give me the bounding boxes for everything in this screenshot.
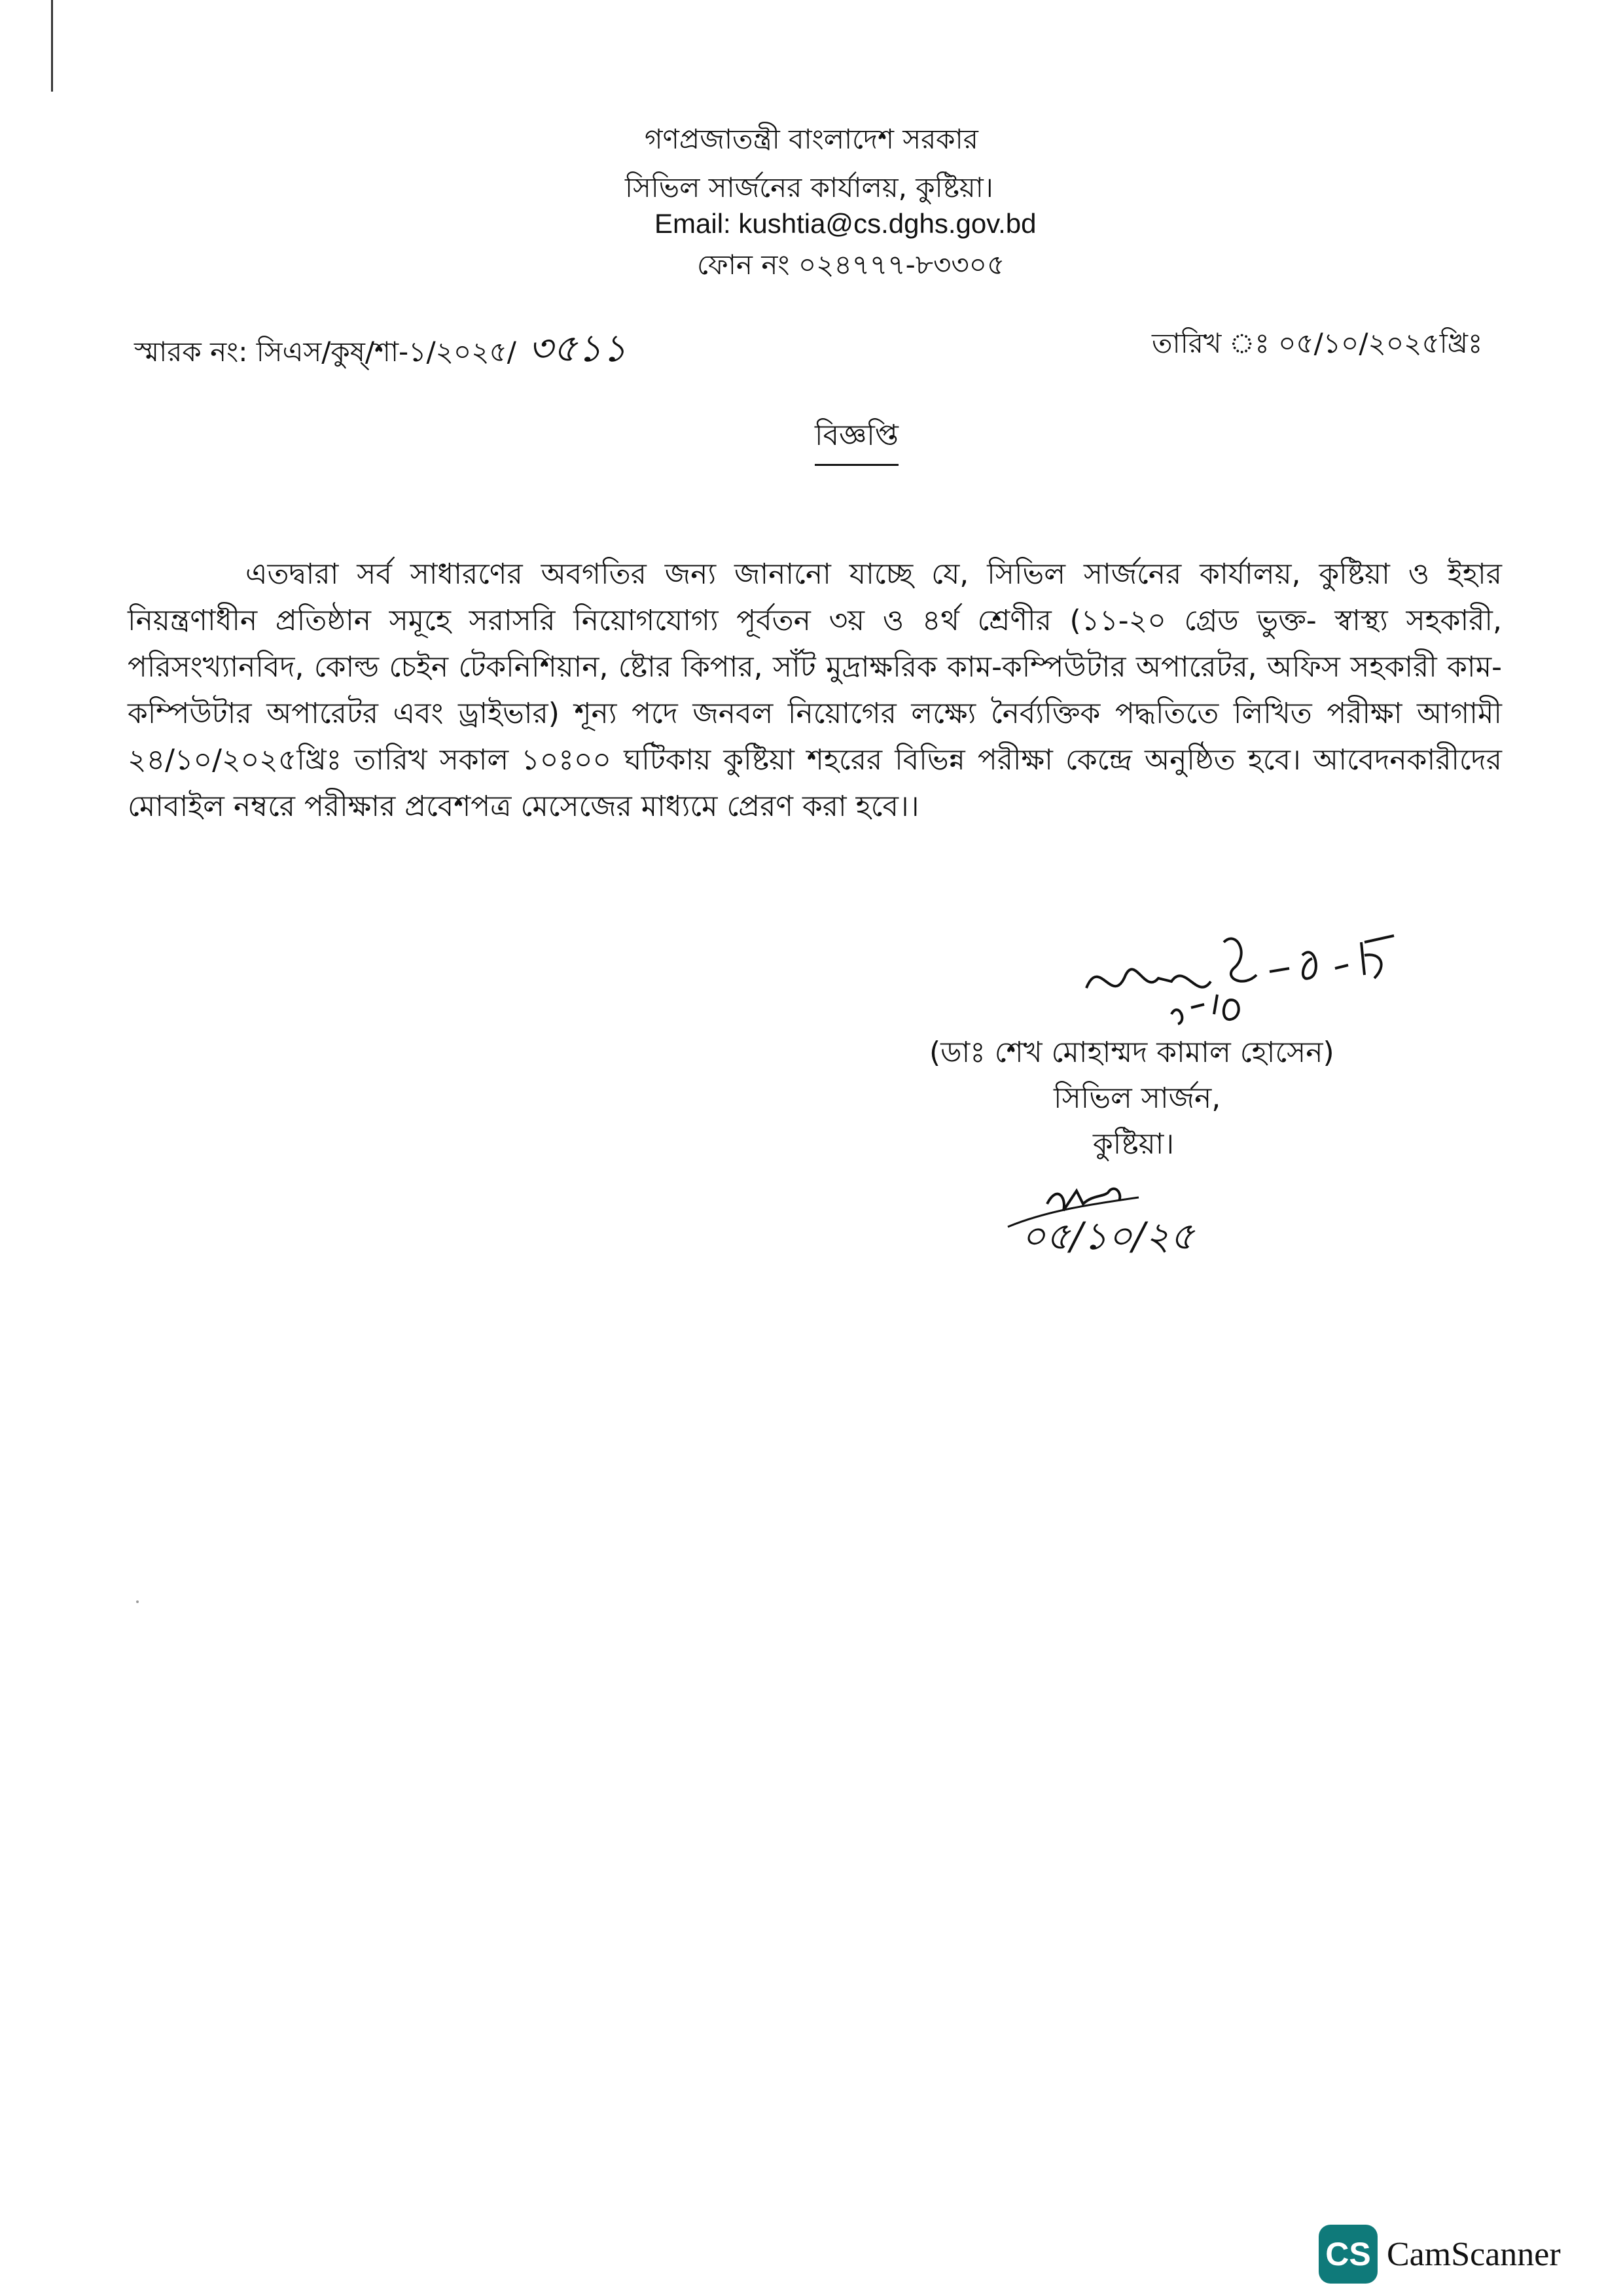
signatory-place: কুষ্টিয়া। <box>1093 1127 1175 1161</box>
issue-date: তারিখ ঃ ০৫/১০/২০২৫খ্রিঃ <box>1152 327 1483 359</box>
notice-body: এতদ্বারা সর্ব সাধারণের অবগতির জন্য জানানো যাচ্ছে যে, সিভিল সার্জনের কার্যালয়, কুষ্টিয়া ও ইহার নিয়ন্ত্রণাধীন প্রতিষ্ঠান সমূহে সরাসরি নিয়োগযোগ্য পূর্বতন ৩য় ও ৪র্থ শ্রেণীর (১১-২০ গ্রেড ভুক্ত- স্বাস্থ্য সহকারী, পরিসংখ্যানবিদ, কোল্ড চেইন টেকনিশিয়ান, ষ্টোর কিপার, সাঁট মুদ্রাক্ষরিক কাম-কম্পিউটার অপারেটর, অফিস সহকারী কাম-কম্পিউটার অপারেটর এবং ড্রাইভার) শূন্য পদে জনবল নিয়োগের লক্ষ্যে নৈর্ব্যক্তিক পদ্ধতিতে লিখিত পরীক্ষা আগামী ২৪/১০/২০২৫খ্রিঃ তারিখ সকাল ১০ঃ০০ ঘটিকায় কুষ্টিয়া শহরের বিভিন্ন পরীক্ষা কেন্দ্রে অনুষ্ঠিত হবে। আবেদনকারীদের মোবাইল নম্বরে পরীক্ষার প্রবেশপত্র মেসেজের মাধ্যমে প্রেরণ করা হবে।। <box>128 557 1502 823</box>
office-phone: ফোন নং ০২৪৭৭৭-৮৩৩০৫ <box>697 249 1005 281</box>
government-name: গণপ্রজাতন্ত্রী বাংলাদেশ সরকার <box>645 123 978 155</box>
handwritten-signature <box>1073 916 1414 1034</box>
camscanner-text: CamScanner <box>1387 2235 1561 2273</box>
scan-edge-line <box>51 0 53 92</box>
initial-date: ০৫/১০/২৫ <box>1021 1214 1195 1258</box>
scan-speck <box>136 1600 139 1603</box>
notice-title: বিজ্ঞপ্তি <box>815 414 899 466</box>
signatory-designation: সিভিল সার্জন, <box>1054 1082 1221 1115</box>
camscanner-watermark <box>1319 2225 1561 2284</box>
camscanner-logo-icon: CS <box>1319 2225 1378 2284</box>
memo-handwritten-number: ৩৫১১ <box>527 326 627 370</box>
memo-label: স্মারক নং: সিএস/কুষ্/শা-১/২০২৫/ <box>134 336 516 368</box>
signatory-name: (ডাঃ শেখ মোহাম্মদ কামাল হোসেন) <box>929 1036 1334 1069</box>
office-name: সিভিল সার্জনের কার্যালয়, কুষ্টিয়া। <box>625 171 993 203</box>
office-email: Email: kushtia@cs.dghs.gov.bd <box>654 208 1037 239</box>
memo-number <box>134 319 627 383</box>
